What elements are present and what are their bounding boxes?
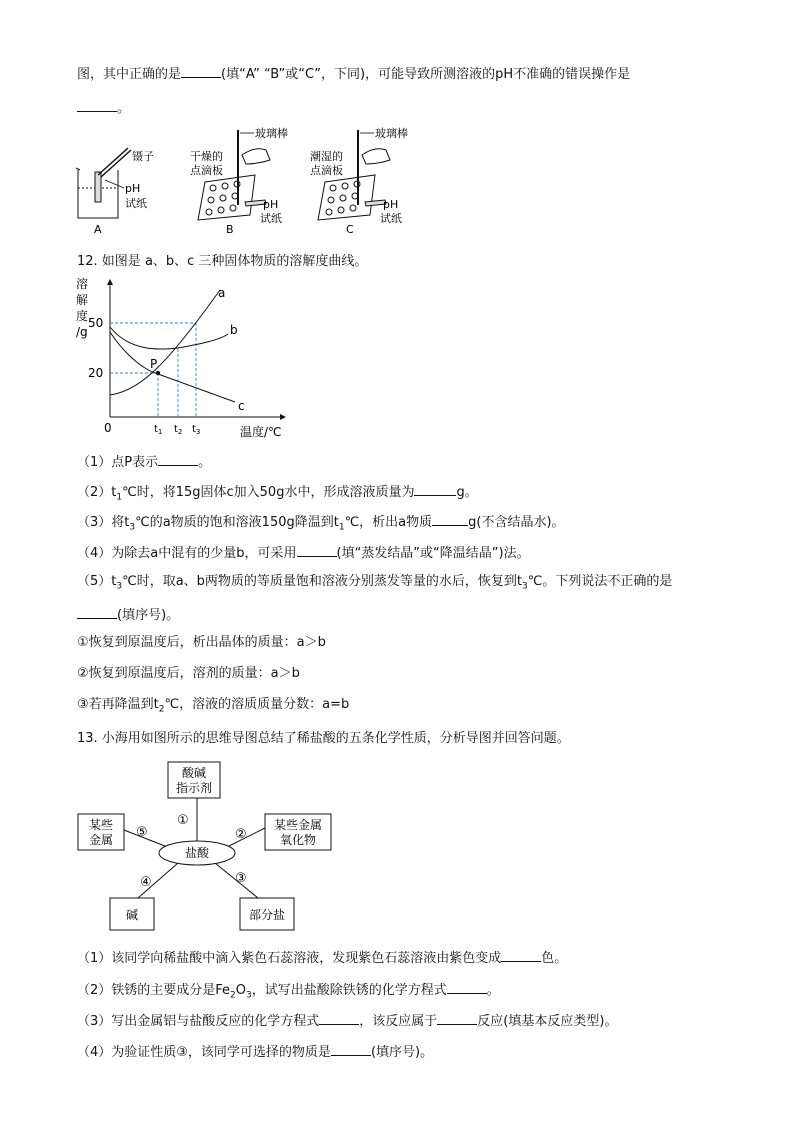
- q12-item1: （1）点P表示 。: [77, 451, 211, 472]
- property-number: ②: [235, 827, 247, 842]
- property-number: ⑤: [136, 825, 148, 840]
- spot-plate-label: 点滴板: [310, 164, 343, 177]
- answer-blank[interactable]: [77, 604, 117, 619]
- q12-item5-line2: (填序号)。: [77, 604, 179, 625]
- y-axis-label: 解: [76, 293, 89, 307]
- series-label-b: b: [230, 323, 238, 337]
- q12-option-3: ③若再降温到$t_2℃$，溶液的溶质质量分数：a=b: [77, 697, 350, 715]
- svg-text:某些金属: 某些金属: [273, 818, 323, 832]
- beaker-figure-a: [76, 148, 131, 218]
- answer-blank[interactable]: [414, 481, 456, 496]
- ph-test-figure: [70, 120, 430, 240]
- y-tick-label: 50: [88, 316, 104, 330]
- figure-label-c: C: [346, 223, 354, 236]
- answer-blank[interactable]: [158, 451, 198, 466]
- test-paper-label: 试纸: [380, 212, 402, 225]
- glass-rod-label: 玻璃棒: [255, 127, 288, 140]
- q13-item1: （1）该同学向稀盐酸中滴入紫色石蕊溶液，发现紫色石蕊溶液由紫色变成 色。: [77, 947, 567, 968]
- y-tick-label: 20: [88, 366, 104, 380]
- q13-item3: （3）写出金属铝与盐酸反应的化学方程式 ，该反应属于 反应(填基本反应类型)。: [77, 1010, 617, 1031]
- x-tick-label: $t_2$: [174, 424, 183, 436]
- q13-stem: 13. 小海用如图所示的思维导图总结了稀盐酸的五条化学性质，分析导图并回答问题。: [77, 731, 570, 746]
- q12-option-1: ①恢复到原温度后，析出晶体的质量：a＞b: [77, 635, 326, 650]
- answer-blank[interactable]: [437, 1010, 477, 1025]
- x-axis-label: 温度/℃: [240, 425, 282, 439]
- curve-b: [110, 327, 228, 349]
- q11-line2: 。: [77, 97, 130, 118]
- figure-label-a: A: [94, 223, 102, 236]
- q12-item4: （4）为除去a中混有的少量b，可采用 (填“蒸发结晶”或“降温结晶”)法。: [77, 542, 530, 563]
- q13-item2: （2）铁锈的主要成分是$Fe_2O_3$，试写出盐酸除铁锈的化学方程式 。: [77, 979, 500, 1005]
- svg-text:金属: 金属: [88, 833, 114, 847]
- answer-blank[interactable]: [432, 511, 468, 526]
- property-number: ④: [140, 875, 152, 890]
- y-axis-label: /g: [76, 325, 88, 339]
- svg-text:盐酸: 盐酸: [184, 846, 210, 860]
- answer-blank[interactable]: [501, 947, 541, 962]
- series-label-c: c: [238, 399, 245, 413]
- svg-text:指示剂: 指示剂: [175, 781, 213, 795]
- svg-text:部分盐: 部分盐: [248, 908, 286, 922]
- x-tick-label: $t_1$: [154, 424, 163, 436]
- q11-line1: 图，其中正确的是 (填“A” “B”或“C”，下同)，可能导致所测溶液的pH不准确的错误操作是: [77, 63, 630, 84]
- test-paper-label: 试纸: [125, 197, 147, 210]
- series-label-a: a: [218, 286, 226, 300]
- q12-item5: $(5)t_3℃$时，取a、b两物质的等质量饱和溶液分别蒸发等量的水后，恢复到$t_3℃$。下列说法不正确的是: [77, 574, 673, 592]
- answer-blank[interactable]: [447, 979, 487, 994]
- property-number: ③: [235, 871, 247, 886]
- origin-label: 0: [104, 421, 112, 435]
- mind-map: [70, 758, 350, 938]
- ph-label: pH: [125, 182, 141, 195]
- ph-label: pH: [383, 198, 399, 211]
- answer-blank[interactable]: [319, 1010, 359, 1025]
- ph-label: pH: [263, 198, 279, 211]
- wet-label: 潮湿的: [310, 150, 343, 163]
- solubility-chart: [70, 272, 300, 442]
- svg-text:碱: 碱: [125, 908, 139, 922]
- point-p-label: P: [150, 357, 158, 371]
- y-axis-label: 溶: [76, 277, 89, 291]
- answer-blank[interactable]: [297, 542, 337, 557]
- tweezers-label: 镊子: [132, 150, 154, 163]
- spot-plate-label: 点滴板: [190, 164, 223, 177]
- q12-stem: 12. 如图是 a、b、c 三种固体物质的溶解度曲线。: [77, 254, 368, 269]
- figure-label-b: B: [226, 223, 234, 236]
- svg-text:氧化物: 氧化物: [279, 833, 317, 847]
- point-p: [156, 371, 160, 375]
- property-number: ①: [177, 813, 189, 828]
- answer-blank[interactable]: [77, 97, 117, 112]
- q12-option-2: ②恢复到原温度后，溶剂的质量：a＞b: [77, 666, 300, 681]
- q13-item4: （4）为验证性质③，该同学可选择的物质是 (填序号)。: [77, 1041, 433, 1062]
- svg-text:酸碱: 酸碱: [181, 766, 207, 780]
- answer-blank[interactable]: [181, 63, 221, 78]
- dry-label: 干燥的: [190, 150, 223, 163]
- x-tick-label: $t_3$: [192, 424, 201, 436]
- answer-blank[interactable]: [331, 1041, 371, 1056]
- svg-text:某些: 某些: [88, 818, 114, 832]
- glass-rod-label: 玻璃棒: [375, 127, 408, 140]
- y-axis-label: 度: [76, 309, 89, 323]
- q12-item3: （3）将$t_3℃$的a物质的饱和溶液150g降温到$t_1℃$，析出a物质 g(不含结晶水)。: [77, 511, 565, 537]
- test-paper-label: 试纸: [260, 212, 282, 225]
- q12-item2: $(2)t_1℃$时，将15g固体c加入50g水中，形成溶液质量为 g。: [77, 481, 478, 507]
